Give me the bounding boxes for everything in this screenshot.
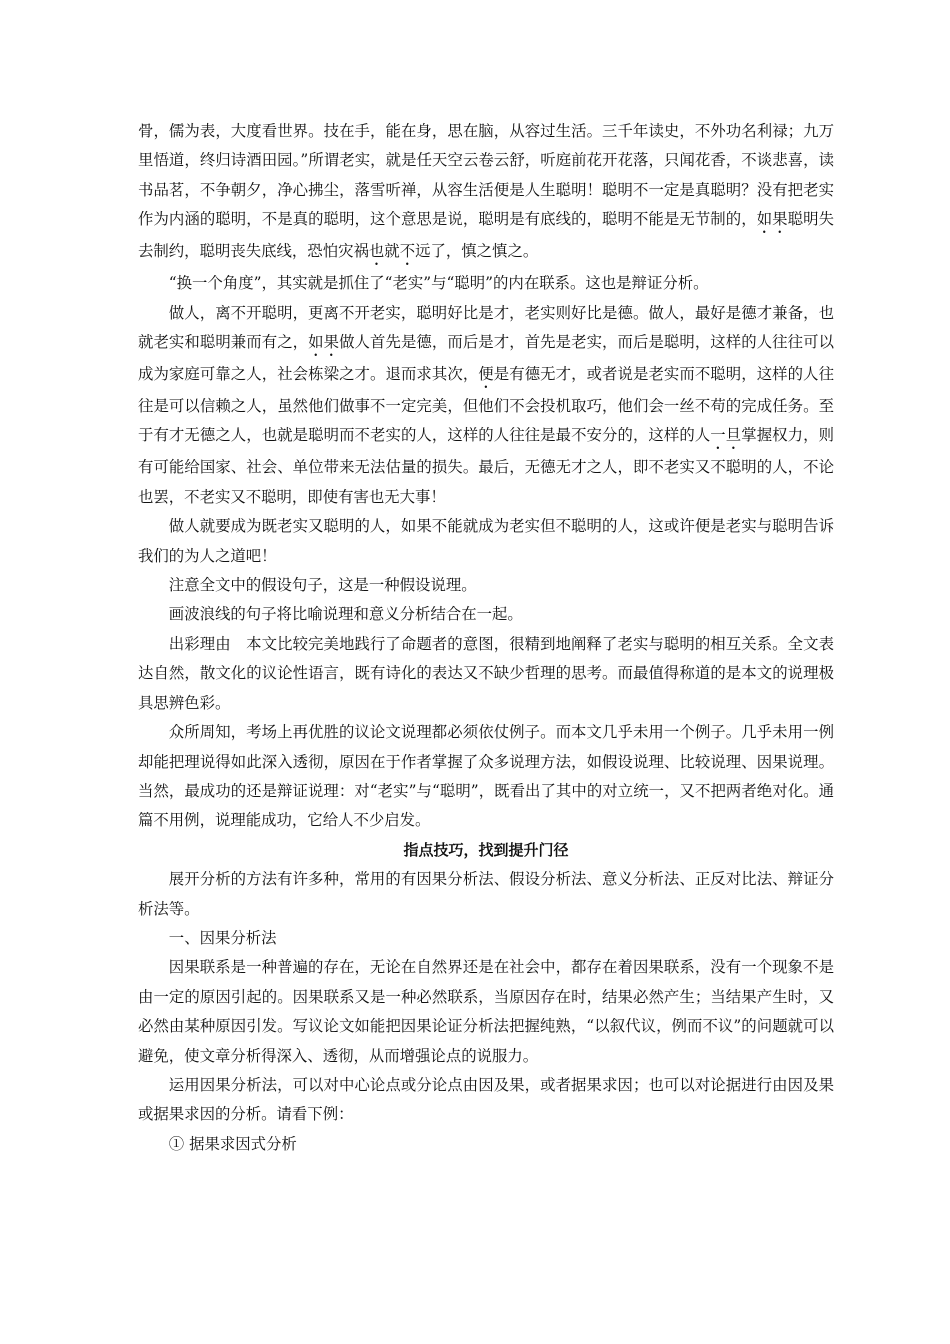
paragraph-3 (138, 299, 834, 513)
paragraph-3-text: 是有德无才，或者说是老实而不聪明，这样的人往往是可以信赖之人，虽然他们做事不一定完美，但他们不会投机取巧，他们会一丝不苟的完成任务。至于有才无德之人，也就是聪明而不老实的人，这样的人往往是最不安分的，这样的人 (138, 365, 834, 445)
paragraph-2: “换一个角度”，其实就是抓住了“老实”与“聪明”的内在联系。这也是辩证分析。 (168, 274, 709, 293)
emphasis-dots: 不 (399, 242, 416, 261)
paragraph-6: 画波浪线的句子将比喻说理和意义分析结合在一起。 (168, 605, 523, 624)
paragraph-11: 因果联系是一种普遍的存在，无论在自然界还是在社会中，都存在着因果联系，没有一个现象不是由一定的原因引起的。因果联系又是一种必然联系，当原因存在时，结果必然产生；当结果产生时，又必然由某种原因引发。写议论文如能把因果论证分析法把握纯熟，“以叙代议，例而不议”的问题就可以避免，使文章分析得深入、透彻，从而增强论点的说服力。 (138, 958, 834, 1065)
list-item-title: ① 据果求因式分析 (168, 1134, 297, 1153)
emphasis-dots: 如果 (308, 333, 340, 352)
emphasis-dots: 便 (478, 365, 494, 384)
paragraph-3-text: 做人，离不开聪明，更离不开老实，聪明好比是才，老实则好比是德。做人，最好是德才兼备，也就老实和聪明兼而有之， (138, 303, 834, 352)
paragraph-12: 运用因果分析法，可以对中心论点或分论点由因及果，或者据果求因；也可以对论据进行由因及果或据果求因的分析。请看下例： (138, 1075, 834, 1124)
paragraph-1-text: 骨，儒为表，大度看世界。技在手，能在身，思在脑，从容过生活。三千年读史，不外功名利禄；九万里悟道，终归诗酒田园。”所谓老实，就是任天空云卷云舒，听庭前花开花落，只闻花香，不谈悲喜，读书品茗，不争朝夕，净心拂尘，落雪听禅，从容生活便是人生聪明！聪明不一定是真聪明？没有把老实作为内涵的聪明，不是真的聪明，这个意思是说，聪明是有底线的，聪明不能是无节制的， (138, 122, 834, 229)
document-body (138, 117, 834, 1159)
paragraph-9: 展开分析的方法有许多种，常用的有因果分析法、假设分析法、意义分析法、正反对比法、辩证分析法等。 (138, 870, 834, 918)
paragraph-3-text: 做人首先是德，而后是才，首先是老实，而后是聪明，这样的人往往可以成为家庭可靠之人，社会栋梁之才。退而求其次， (138, 333, 834, 384)
paragraph-3-text: 掌握权力，则有可能给国家、社会、单位带来无法估量的损失。最后，无德无才之人，即不老实又不聪明的人，不论也罢，不老实又不聪明，即使有害也无大事！ (138, 426, 834, 506)
emphasis-dots: 也 (368, 242, 385, 261)
paragraph-1-text: 远了，慎之慎之。 (415, 242, 539, 261)
subsection-title: 一、因果分析法 (168, 928, 277, 947)
emphasis-dots: 如果 (756, 210, 788, 229)
paragraph-1 (138, 117, 834, 269)
paragraph-4: 做人就要成为既老实又聪明的人，如果不能就成为老实但不聪明的人，这或许便是老实与聪明告诉我们的为人之道吧！ (138, 517, 834, 565)
emphasis-dots: 一旦 (710, 426, 742, 445)
paragraph-8: 众所周知，考场上再优胜的议论文说理都必须依仗例子。而本文几乎未用一个例子。几乎未用一例却能把理说得如此深入透彻，原因在于作者掌握了众多说理方法，如假设说理、比较说理、因果说理。当然，最成功的还是辩证说理：对“老实”与“聪明”，既看出了其中的对立统一，又不把两者绝对化。通篇不用例，说理能成功，它给人不少启发。 (138, 723, 834, 830)
paragraph-5: 注意全文中的假设句子，这是一种假设说理。 (168, 576, 477, 595)
section-heading: 指点技巧，找到提升门径 (403, 840, 569, 859)
paragraph-1-text: 聪明失去制约，聪明丧失底线，恐怕灾祸 (138, 210, 834, 261)
paragraph-7: 出彩理由 本文比较完美地践行了命题者的意图，很精到地阐释了老实与聪明的相互关系。全文表达自然，散文化的议论性语言，既有诗化的表达又不缺少哲理的思考。而最值得称道的是本文的说理极具思辨色彩。 (138, 634, 834, 712)
paragraph-1-text: 就 (384, 242, 400, 261)
